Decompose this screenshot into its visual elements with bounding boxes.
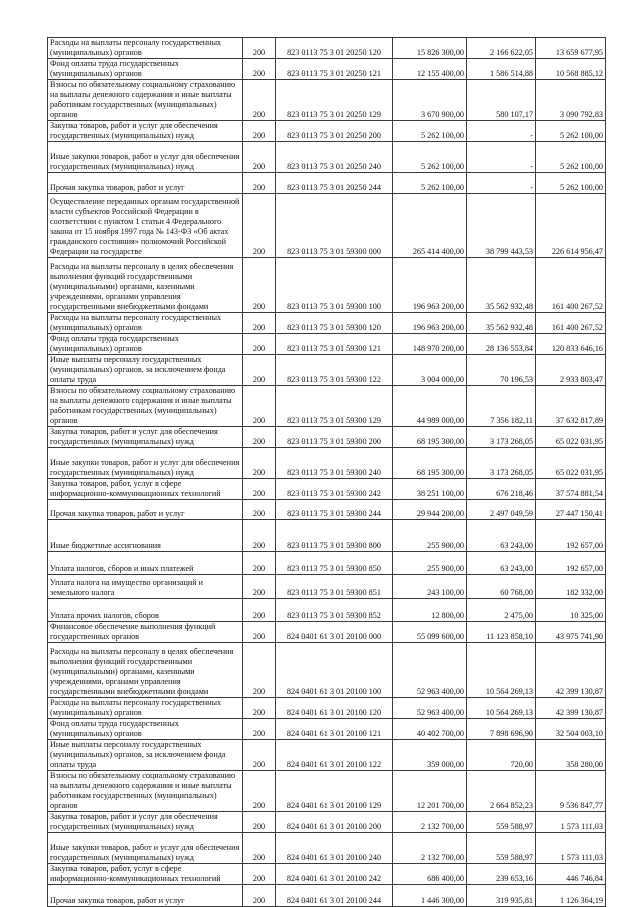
cell-name: Финансовое обеспечение выполнения функций государственных органов — [48, 622, 243, 643]
cell-approved: 5 262 100,00 — [393, 121, 467, 142]
cell-classification-code: 823 0113 75 3 01 59300 240 — [276, 448, 393, 479]
cell-executed: 7 356 182,11 — [467, 386, 536, 427]
table-body — [48, 38, 606, 907]
cell-executed: - — [467, 173, 536, 194]
cell-classification-code: 824 0401 61 3 01 20100 240 — [276, 833, 393, 864]
cell-approved: 52 963 400,00 — [393, 698, 467, 719]
cell-executed: - — [467, 121, 536, 142]
table-row — [48, 313, 606, 334]
cell-approved: 3 004 000,00 — [393, 355, 467, 386]
cell-executed: - — [467, 142, 536, 173]
table-row — [48, 740, 606, 771]
cell-classification-code: 823 0113 75 3 01 59300 800 — [276, 520, 393, 552]
cell-classification-code: 824 0401 61 3 01 20100 244 — [276, 885, 393, 907]
cell-classification-code: 823 0113 75 3 01 20250 120 — [276, 38, 393, 59]
cell-unexecuted: 182 332,00 — [536, 575, 606, 599]
cell-executed: 60 768,00 — [467, 575, 536, 599]
table-row — [48, 575, 606, 599]
table-row — [48, 520, 606, 552]
cell-line-code: 200 — [243, 121, 276, 142]
cell-executed: 319 935,81 — [467, 885, 536, 907]
cell-line-code: 200 — [243, 622, 276, 643]
cell-approved: 255 900,00 — [393, 552, 467, 575]
cell-unexecuted: 161 400 267,52 — [536, 258, 606, 313]
cell-unexecuted: 2 933 803,47 — [536, 355, 606, 386]
cell-executed: 3 173 268,05 — [467, 427, 536, 448]
cell-line-code: 200 — [243, 142, 276, 173]
cell-name: Осуществление переданных органам государственной власти субъектов Российской Федерации в соответствии с пунктом 1 статьи 4 Федерального закона от 15 ноября 1997 года № 143-ФЗ «Об актах гражданского состояния» полномочий Российской Федерации на государстве — [48, 194, 243, 258]
cell-classification-code: 824 0401 61 3 01 20100 000 — [276, 622, 393, 643]
cell-line-code: 200 — [243, 500, 276, 520]
cell-approved: 29 944 200,00 — [393, 500, 467, 520]
cell-unexecuted: 37 574 881,54 — [536, 479, 606, 500]
cell-name: Прочая закупка товаров, работ и услуг — [48, 173, 243, 194]
cell-executed: 2 166 622,05 — [467, 38, 536, 59]
cell-approved: 255 900,00 — [393, 520, 467, 552]
cell-name: Закупка товаров, работ, услуг в сфере информационно-коммуникационных технологий — [48, 864, 243, 885]
cell-unexecuted: 192 657,00 — [536, 552, 606, 575]
cell-line-code: 200 — [243, 38, 276, 59]
cell-name: Закупка товаров, работ и услуг для обеспечения государственных (муниципальных) нужд — [48, 812, 243, 833]
cell-name: Закупка товаров, работ, услуг в сфере информационно-коммуникационных технологий — [48, 479, 243, 500]
cell-classification-code: 824 0401 61 3 01 20100 122 — [276, 740, 393, 771]
cell-line-code: 200 — [243, 575, 276, 599]
table-row — [48, 719, 606, 740]
cell-approved: 3 670 900,00 — [393, 80, 467, 121]
table-row — [48, 698, 606, 719]
cell-unexecuted: 192 657,00 — [536, 520, 606, 552]
table-row — [48, 194, 606, 258]
cell-line-code: 200 — [243, 313, 276, 334]
cell-unexecuted: 1 573 111,03 — [536, 812, 606, 833]
cell-approved: 196 963 200,00 — [393, 313, 467, 334]
cell-unexecuted: 65 022 031,95 — [536, 448, 606, 479]
cell-executed: 63 243,00 — [467, 552, 536, 575]
cell-line-code: 200 — [243, 771, 276, 812]
cell-executed: 38 799 443,53 — [467, 194, 536, 258]
cell-executed: 7 898 696,90 — [467, 719, 536, 740]
cell-line-code: 200 — [243, 194, 276, 258]
cell-unexecuted: 37 632 817,89 — [536, 386, 606, 427]
cell-classification-code: 823 0113 75 3 01 59300 852 — [276, 599, 393, 622]
cell-executed: 35 562 932,48 — [467, 258, 536, 313]
cell-name: Уплата налогов, сборов и иных платежей — [48, 552, 243, 575]
cell-approved: 265 414 400,00 — [393, 194, 467, 258]
cell-unexecuted: 32 504 003,10 — [536, 719, 606, 740]
cell-executed: 2 475,00 — [467, 599, 536, 622]
cell-unexecuted: 226 614 956,47 — [536, 194, 606, 258]
cell-name: Иные выплаты персоналу государственных (муниципальных) органов, за исключением фонда оплаты труда — [48, 355, 243, 386]
cell-name: Прочая закупка товаров, работ и услуг — [48, 500, 243, 520]
cell-name: Иные закупки товаров, работ и услуг для обеспечения государственных (муниципальных) нужд — [48, 833, 243, 864]
table-row — [48, 173, 606, 194]
table-row — [48, 771, 606, 812]
cell-executed: 2 497 049,59 — [467, 500, 536, 520]
cell-unexecuted: 27 447 150,41 — [536, 500, 606, 520]
cell-unexecuted: 5 262 100,00 — [536, 173, 606, 194]
cell-unexecuted: 10 325,00 — [536, 599, 606, 622]
cell-name: Взносы по обязательному социальному страхованию на выплаты денежного содержания и иные выплаты работникам государственных (муниципальных) органов — [48, 80, 243, 121]
cell-classification-code: 824 0401 61 3 01 20100 242 — [276, 864, 393, 885]
cell-classification-code: 823 0113 75 3 01 20250 121 — [276, 59, 393, 80]
table-row — [48, 812, 606, 833]
cell-approved: 12 800,00 — [393, 599, 467, 622]
cell-classification-code: 824 0401 61 3 01 20100 120 — [276, 698, 393, 719]
cell-executed: 239 653,16 — [467, 864, 536, 885]
budget-execution-table — [47, 37, 606, 907]
cell-classification-code: 823 0113 75 3 01 59300 000 — [276, 194, 393, 258]
cell-line-code: 200 — [243, 719, 276, 740]
table-row — [48, 479, 606, 500]
cell-approved: 52 963 400,00 — [393, 643, 467, 698]
cell-line-code: 200 — [243, 864, 276, 885]
cell-approved: 68 195 300,00 — [393, 448, 467, 479]
cell-unexecuted: 65 022 031,95 — [536, 427, 606, 448]
cell-classification-code: 824 0401 61 3 01 20100 121 — [276, 719, 393, 740]
cell-approved: 38 251 100,00 — [393, 479, 467, 500]
table-row — [48, 38, 606, 59]
cell-name: Прочая закупка товаров, работ и услуг — [48, 885, 243, 907]
cell-executed: 70 196,53 — [467, 355, 536, 386]
cell-classification-code: 823 0113 75 3 01 59300 100 — [276, 258, 393, 313]
table-row — [48, 448, 606, 479]
cell-approved: 686 400,00 — [393, 864, 467, 885]
cell-line-code: 200 — [243, 698, 276, 719]
cell-name: Уплата налога на имущество организаций и земельного налога — [48, 575, 243, 599]
cell-name: Взносы по обязательному социальному страхованию на выплаты денежного содержания и иные выплаты работникам государственных (муниципальных) органов — [48, 386, 243, 427]
cell-classification-code: 823 0113 75 3 01 20250 129 — [276, 80, 393, 121]
cell-line-code: 200 — [243, 479, 276, 500]
cell-approved: 5 262 100,00 — [393, 173, 467, 194]
table-row — [48, 885, 606, 907]
cell-name: Взносы по обязательному социальному страхованию на выплаты денежного содержания и иные выплаты работникам государственных (муниципальных) органов — [48, 771, 243, 812]
cell-classification-code: 823 0113 75 3 01 20250 244 — [276, 173, 393, 194]
cell-executed: 676 218,46 — [467, 479, 536, 500]
table-row — [48, 59, 606, 80]
table-row — [48, 622, 606, 643]
cell-unexecuted: 3 090 792,83 — [536, 80, 606, 121]
cell-classification-code: 823 0113 75 3 01 59300 120 — [276, 313, 393, 334]
cell-classification-code: 823 0113 75 3 01 59300 244 — [276, 500, 393, 520]
cell-executed: 559 588,97 — [467, 812, 536, 833]
cell-classification-code: 823 0113 75 3 01 20250 240 — [276, 142, 393, 173]
cell-classification-code: 824 0401 61 3 01 20100 200 — [276, 812, 393, 833]
cell-classification-code: 824 0401 61 3 01 20100 100 — [276, 643, 393, 698]
cell-approved: 40 402 700,00 — [393, 719, 467, 740]
cell-unexecuted: 5 262 100,00 — [536, 121, 606, 142]
table-row — [48, 643, 606, 698]
cell-line-code: 200 — [243, 885, 276, 907]
cell-unexecuted: 42 399 130,87 — [536, 643, 606, 698]
cell-executed: 28 136 553,84 — [467, 334, 536, 355]
cell-executed: 720,00 — [467, 740, 536, 771]
cell-line-code: 200 — [243, 520, 276, 552]
cell-classification-code: 823 0113 75 3 01 59300 242 — [276, 479, 393, 500]
cell-classification-code: 823 0113 75 3 01 59300 129 — [276, 386, 393, 427]
cell-approved: 55 099 600,00 — [393, 622, 467, 643]
cell-classification-code: 823 0113 75 3 01 59300 200 — [276, 427, 393, 448]
cell-line-code: 200 — [243, 173, 276, 194]
cell-name: Иные бюджетные ассигнования — [48, 520, 243, 552]
cell-line-code: 200 — [243, 355, 276, 386]
cell-executed: 559 588,97 — [467, 833, 536, 864]
cell-name: Иные закупки товаров, работ и услуг для обеспечения государственных (муниципальных) нужд — [48, 448, 243, 479]
cell-line-code: 200 — [243, 552, 276, 575]
cell-name: Фонд оплаты труда государственных (муниципальных) органов — [48, 59, 243, 80]
cell-line-code: 200 — [243, 258, 276, 313]
cell-classification-code: 823 0113 75 3 01 20250 200 — [276, 121, 393, 142]
cell-approved: 359 000,00 — [393, 740, 467, 771]
cell-approved: 148 970 200,00 — [393, 334, 467, 355]
cell-executed: 10 564 269,13 — [467, 643, 536, 698]
cell-line-code: 200 — [243, 812, 276, 833]
cell-approved: 2 132 700,00 — [393, 833, 467, 864]
cell-line-code: 200 — [243, 386, 276, 427]
table-row — [48, 833, 606, 864]
table-row — [48, 864, 606, 885]
cell-unexecuted: 10 568 885,12 — [536, 59, 606, 80]
cell-line-code: 200 — [243, 448, 276, 479]
cell-unexecuted: 446 746,84 — [536, 864, 606, 885]
cell-approved: 1 446 300,00 — [393, 885, 467, 907]
cell-classification-code: 824 0401 61 3 01 20100 129 — [276, 771, 393, 812]
cell-unexecuted: 1 126 364,19 — [536, 885, 606, 907]
table-row — [48, 258, 606, 313]
cell-name: Уплата прочих налогов, сборов — [48, 599, 243, 622]
cell-unexecuted: 161 400 267,52 — [536, 313, 606, 334]
cell-approved: 15 826 300,00 — [393, 38, 467, 59]
cell-line-code: 200 — [243, 59, 276, 80]
cell-unexecuted: 358 280,00 — [536, 740, 606, 771]
cell-line-code: 200 — [243, 833, 276, 864]
cell-line-code: 200 — [243, 334, 276, 355]
cell-unexecuted: 9 536 847,77 — [536, 771, 606, 812]
cell-approved: 2 132 700,00 — [393, 812, 467, 833]
table-row — [48, 80, 606, 121]
cell-classification-code: 823 0113 75 3 01 59300 851 — [276, 575, 393, 599]
cell-executed: 10 564 269,13 — [467, 698, 536, 719]
table-row — [48, 121, 606, 142]
cell-name: Фонд оплаты труда государственных (муниципальных) органов — [48, 334, 243, 355]
cell-unexecuted: 43 975 741,90 — [536, 622, 606, 643]
cell-approved: 196 963 200,00 — [393, 258, 467, 313]
table-row — [48, 334, 606, 355]
cell-line-code: 200 — [243, 599, 276, 622]
cell-classification-code: 823 0113 75 3 01 59300 850 — [276, 552, 393, 575]
cell-approved: 44 989 000,00 — [393, 386, 467, 427]
table-row — [48, 500, 606, 520]
cell-name: Иные выплаты персоналу государственных (муниципальных) органов, за исключением фонда оплаты труда — [48, 740, 243, 771]
table-row — [48, 355, 606, 386]
cell-approved: 12 201 700,00 — [393, 771, 467, 812]
cell-executed: 35 562 932,48 — [467, 313, 536, 334]
cell-approved: 5 262 100,00 — [393, 142, 467, 173]
cell-approved: 12 155 400,00 — [393, 59, 467, 80]
cell-executed: 11 123 858,10 — [467, 622, 536, 643]
cell-executed: 2 664 852,23 — [467, 771, 536, 812]
table-row — [48, 599, 606, 622]
cell-name: Расходы на выплаты персоналу в целях обеспечения выполнения функций государственными (муниципальными) органами, казенными учреждениями, органами управления государственными внебюджетными фондами — [48, 258, 243, 313]
cell-line-code: 200 — [243, 643, 276, 698]
cell-approved: 243 100,00 — [393, 575, 467, 599]
cell-executed: 3 173 268,05 — [467, 448, 536, 479]
cell-name: Расходы на выплаты персоналу государственных (муниципальных) органов — [48, 38, 243, 59]
cell-classification-code: 823 0113 75 3 01 59300 121 — [276, 334, 393, 355]
cell-approved: 68 195 300,00 — [393, 427, 467, 448]
table-row — [48, 427, 606, 448]
cell-executed: 1 586 514,88 — [467, 59, 536, 80]
cell-line-code: 200 — [243, 740, 276, 771]
cell-name: Расходы на выплаты персоналу государственных (муниципальных) органов — [48, 698, 243, 719]
cell-unexecuted: 5 262 100,00 — [536, 142, 606, 173]
cell-name: Закупка товаров, работ и услуг для обеспечения государственных (муниципальных) нужд — [48, 427, 243, 448]
cell-unexecuted: 42 399 130,87 — [536, 698, 606, 719]
cell-name: Расходы на выплаты персоналу государственных (муниципальных) органов — [48, 313, 243, 334]
cell-name: Закупка товаров, работ и услуг для обеспечения государственных (муниципальных) нужд — [48, 121, 243, 142]
cell-unexecuted: 120 833 646,16 — [536, 334, 606, 355]
cell-line-code: 200 — [243, 427, 276, 448]
table-row — [48, 386, 606, 427]
cell-line-code: 200 — [243, 80, 276, 121]
cell-executed: 63 243,00 — [467, 520, 536, 552]
cell-unexecuted: 13 659 677,95 — [536, 38, 606, 59]
table-row — [48, 552, 606, 575]
cell-unexecuted: 1 573 111,03 — [536, 833, 606, 864]
cell-name: Фонд оплаты труда государственных (муниципальных) органов — [48, 719, 243, 740]
cell-name: Расходы на выплаты персоналу в целях обеспечения выполнения функций государственными (муниципальными) органами, казенными учреждениями, органами управления государственными внебюджетными фондами — [48, 643, 243, 698]
cell-classification-code: 823 0113 75 3 01 59300 122 — [276, 355, 393, 386]
cell-name: Иные закупки товаров, работ и услуг для обеспечения государственных (муниципальных) нужд — [48, 142, 243, 173]
table-row — [48, 142, 606, 173]
cell-executed: 580 107,17 — [467, 80, 536, 121]
